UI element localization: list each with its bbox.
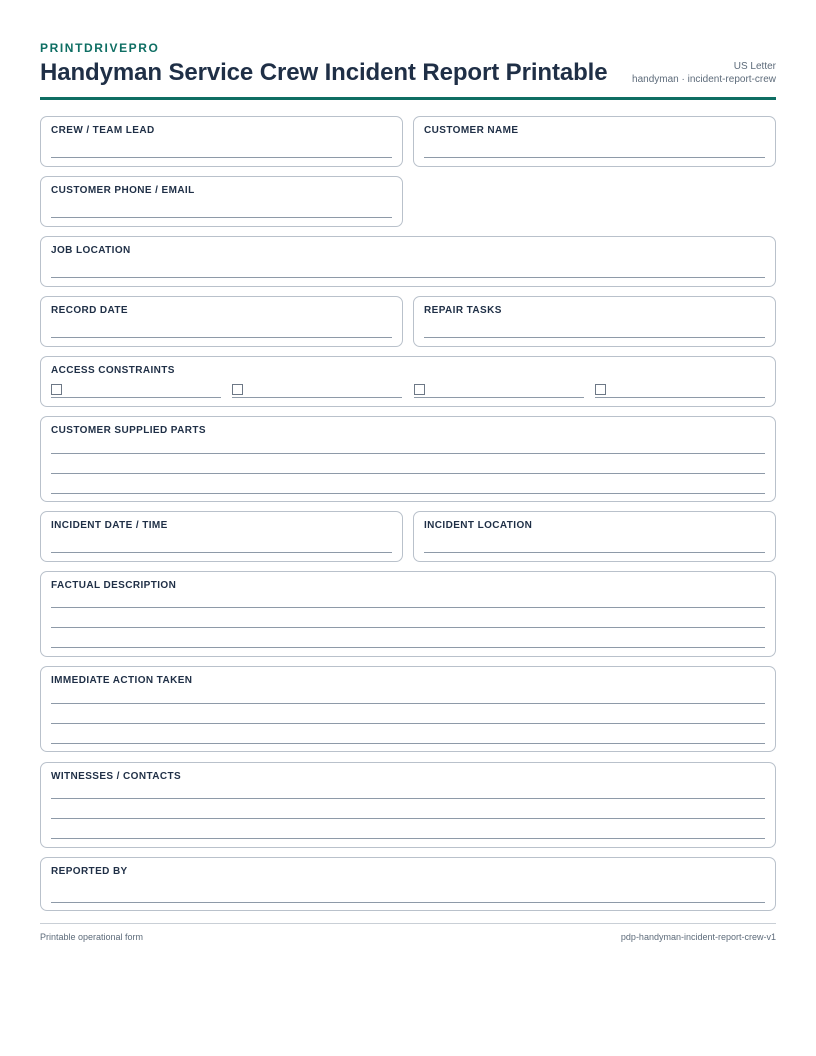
incident-location-field[interactable] bbox=[413, 511, 776, 562]
incident-datetime-field[interactable] bbox=[40, 511, 403, 562]
footer-left-text: Printable operational form bbox=[40, 932, 144, 942]
witnesses-line-1[interactable] bbox=[51, 798, 765, 799]
customer-contact-label: CUSTOMER PHONE / EMAIL bbox=[51, 185, 195, 196]
customer-parts-line-3[interactable] bbox=[51, 493, 765, 494]
factual-description-field[interactable] bbox=[40, 571, 776, 657]
crew-lead-line[interactable] bbox=[51, 157, 392, 158]
immediate-action-line-3[interactable] bbox=[51, 743, 765, 744]
factual-description-line-3[interactable] bbox=[51, 647, 765, 648]
checkbox-icon[interactable] bbox=[51, 384, 62, 395]
customer-name-field[interactable] bbox=[413, 116, 776, 167]
record-date-label: RECORD DATE bbox=[51, 305, 128, 316]
factual-description-label: FACTUAL DESCRIPTION bbox=[51, 580, 177, 591]
customer-parts-label: CUSTOMER SUPPLIED PARTS bbox=[51, 425, 206, 436]
witnesses-field[interactable] bbox=[40, 762, 776, 848]
factual-description-line-2[interactable] bbox=[51, 627, 765, 628]
crew-lead-field[interactable] bbox=[40, 116, 403, 167]
checkbox-icon[interactable] bbox=[232, 384, 243, 395]
crew-lead-label: CREW / TEAM LEAD bbox=[51, 125, 155, 136]
header-meta bbox=[632, 60, 776, 86]
checkbox-icon[interactable] bbox=[414, 384, 425, 395]
incident-location-label: INCIDENT LOCATION bbox=[424, 520, 533, 531]
access-constraint-option-1[interactable] bbox=[51, 384, 221, 398]
reported-by-label: REPORTED BY bbox=[51, 866, 128, 877]
customer-parts-line-1[interactable] bbox=[51, 453, 765, 454]
footer-rule bbox=[40, 923, 776, 924]
access-constraint-option-3[interactable] bbox=[414, 384, 584, 398]
access-constraints-label: ACCESS CONSTRAINTS bbox=[51, 365, 175, 376]
witnesses-label: WITNESSES / CONTACTS bbox=[51, 771, 182, 782]
paper-size-label: US Letter bbox=[733, 61, 776, 72]
witnesses-line-3[interactable] bbox=[51, 838, 765, 839]
immediate-action-line-2[interactable] bbox=[51, 723, 765, 724]
immediate-action-field[interactable] bbox=[40, 666, 776, 752]
job-location-label: JOB LOCATION bbox=[51, 245, 131, 256]
repair-tasks-line[interactable] bbox=[424, 337, 765, 338]
form-tags: handyman · incident-report-crew bbox=[632, 74, 776, 85]
customer-contact-line[interactable] bbox=[51, 217, 392, 218]
customer-parts-field[interactable] bbox=[40, 416, 776, 502]
incident-datetime-line[interactable] bbox=[51, 552, 392, 553]
witnesses-line-2[interactable] bbox=[51, 818, 765, 819]
immediate-action-label: IMMEDIATE ACTION TAKEN bbox=[51, 675, 193, 686]
repair-tasks-label: REPAIR TASKS bbox=[424, 305, 502, 316]
job-location-field[interactable] bbox=[40, 236, 776, 287]
customer-name-label: CUSTOMER NAME bbox=[424, 125, 519, 136]
record-date-line[interactable] bbox=[51, 337, 392, 338]
page-title: Handyman Service Crew Incident Report Printable bbox=[40, 59, 608, 86]
access-constraints-field bbox=[40, 356, 776, 407]
header-rule bbox=[40, 97, 776, 100]
customer-contact-field[interactable] bbox=[40, 176, 403, 227]
reported-by-line[interactable] bbox=[51, 902, 765, 903]
customer-parts-line-2[interactable] bbox=[51, 473, 765, 474]
access-constraint-option-2[interactable] bbox=[232, 384, 402, 398]
repair-tasks-field[interactable] bbox=[413, 296, 776, 347]
incident-location-line[interactable] bbox=[424, 552, 765, 553]
brand-logo-text: PRINTDRIVEPRO bbox=[40, 41, 160, 55]
record-date-field[interactable] bbox=[40, 296, 403, 347]
reported-by-field[interactable] bbox=[40, 857, 776, 911]
access-constraint-option-4[interactable] bbox=[595, 384, 765, 398]
checkbox-icon[interactable] bbox=[595, 384, 606, 395]
customer-name-line[interactable] bbox=[424, 157, 765, 158]
job-location-line[interactable] bbox=[51, 277, 765, 278]
immediate-action-line-1[interactable] bbox=[51, 703, 765, 704]
factual-description-line-1[interactable] bbox=[51, 607, 765, 608]
footer-form-id: pdp-handyman-incident-report-crew-v1 bbox=[620, 932, 776, 942]
incident-datetime-label: INCIDENT DATE / TIME bbox=[51, 520, 168, 531]
